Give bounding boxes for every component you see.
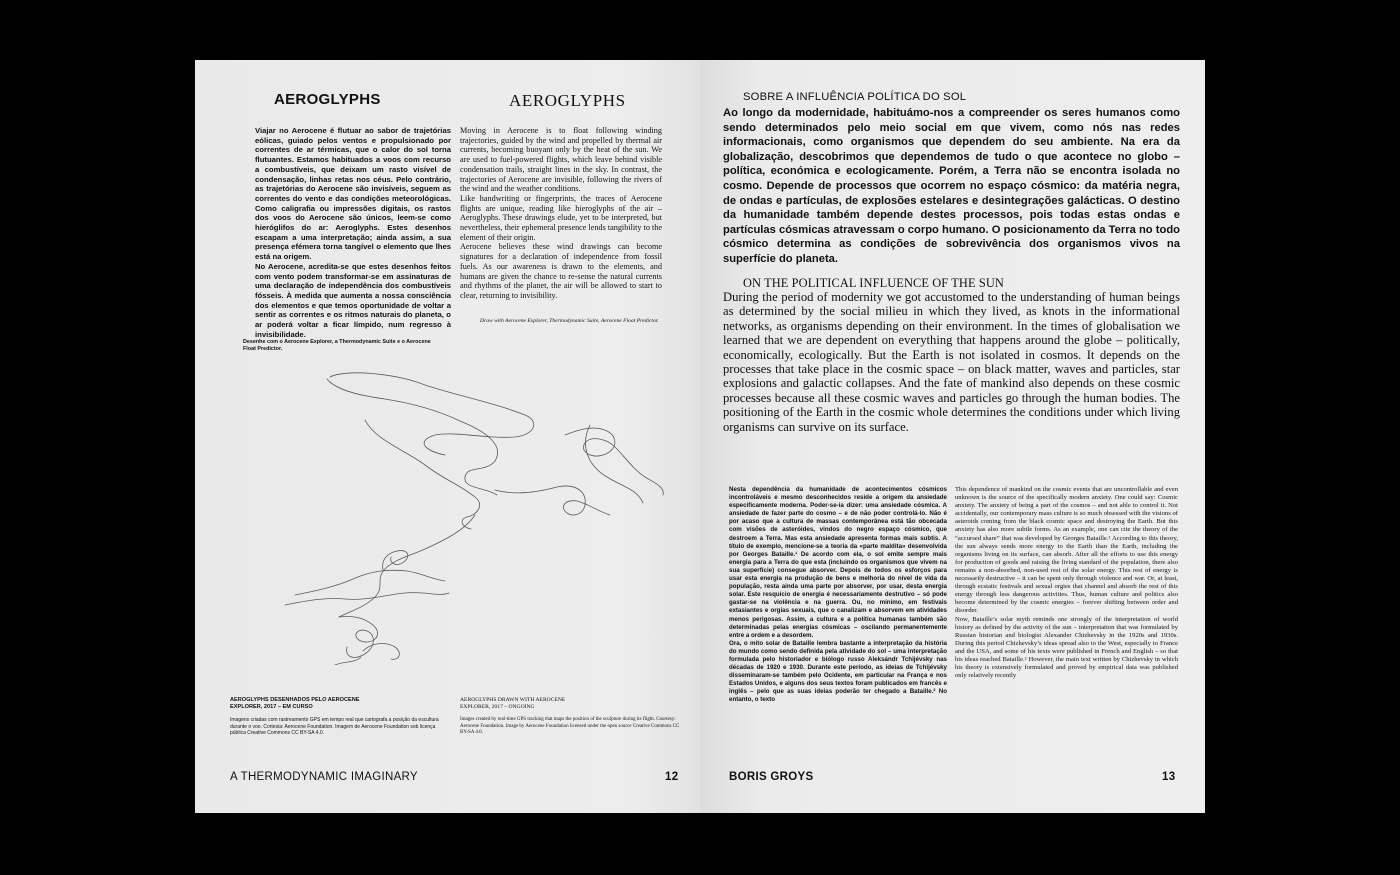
paragraph: This dependence of mankind on the cosmic events that are uncontrollable and even unknown is the source of the specifically modern anxiety. One could say: Cosmic anxiety. The anxiety of being a part of the cosmos – and not able to control it. Not accidentally, our contemporary mass culture is so much obsessed with the visions of asteroids coming from the black cosmic space and destroying the Earth. But this anxiety has also more subtle forms. As an example, one can cite the theory of the “accursed share” that was developed by Georges Bataille.¹ According to this theory, the sun always sends more energy to the Earth than the Earth, including the organisms living on its surface, can absorb. After all the efforts to use this energy for production of goods and raising the living standard of the population, there also remains a non-absorbed, non-used rest of the solar energy. This rest of energy is necessarily destructive – it can be spent only through violence and war. Or, at least, through ecstatic festivals and sexual orgies that channel and absorb the rest of this energy through less dangerous activities. Thus, human culture and politics also become determined by the cosmic energies – forever shifting between order and disorder. bbox=[955, 486, 1178, 615]
figure-title-en bbox=[460, 697, 660, 711]
figure-credit-en: Images created by real-time GPS tracking that maps the position of the sculpture during its flight. Courtesy: Aerocene Foundation. Image by Aerocene Foundation licensed under the open source Creative Commons CC BY-SA 4.0. bbox=[460, 717, 680, 736]
paragraph: Like handwriting or fingerprints, the traces of Aerocene flights are unique, reading like hieroglyphs of the air – Aeroglyphs. These drawings elude, yet to be interpreted, but nevertheless, their ephemeral presence lends tangibility to the element of their origin. bbox=[460, 193, 662, 242]
running-footer-title: A THERMODYNAMIC IMAGINARY bbox=[230, 771, 418, 783]
paragraph: Nesta dependência da humanidade de acontecimentos cósmicos incontroláveis e mesmo desconhecidos reside a origem da ansiedade especificamente moderna. Poder-se-ia dizer: uma ansiedade cósmica. A ansiedade de fazer parte do cosmo – e de não poder controlá-lo. Não é por acaso que a cultura de massas contemporânea está tão obcecada com visões de asteróides, vindos do negro espaço cósmico, que destroem a Terra. Mas esta ansiedade apresenta formas mais subtis. A título de exemplo, mencione-se a teoria da «parte maldita» desenvolvida por Georges Bataille.¹ De acordo com ela, o sol emite sempre mais energia para a Terra do que esta (incluindo os organismos que vivem na sua superfície) consegue absorver. Depois de todos os esforços para usar esta energia na produção de bens e melhoria do nível de vida da população, resta ainda uma parte por absorver, por usar, desta energia solar. Este resquício de energia é necessariamente destrutivo – só pode gastar-se na violência e na guerra. Ou, no mínimo, em festivais extasiantes e orgias sexuais, que o canalizam e absorvem em atividades menos perigosas. Assim, a cultura e a política humanas também são determinadas pelas energias cósmicas – oscilando permanentemente entre a ordem e a desordem. bbox=[729, 486, 947, 639]
paragraph: Now, Bataille’s solar myth reminds one strongly of the interpretation of world history as defined by the activity of the sun – interpretation that was formulated by Russian historian and biologist Alexander Chizhevsky in the 1920s and 1930s. During this period Chizhevsky’s ideas spread also to the West, especially to France and the USA, and some of his texts were published in French and English – so that his ideas reached Bataille.² However, the main text written by Chizhevsky in which his theory is extensively formulated and proved by empirical data was published only relatively recently bbox=[955, 615, 1178, 680]
paragraph: No Aerocene, acredita-se que estes desenhos feitos com vento podem transformar-se em assinaturas de uma declaração de independência dos combustíveis fósseis. À medida que aumenta a nossa consciência dos elementos e que temos oportunidade de voltar a sentir as correntes e os ritmos naturais do planeta, o ar poderá voltar a ficar límpido, num regresso à invisibilidade. bbox=[255, 261, 451, 339]
figure-title-pt bbox=[230, 697, 430, 711]
paragraph: Viajar no Aerocene é flutuar ao sabor de trajetórias eólicas, guiado pelos ventos e propulsionado por correntes de ar térmicas, que o calor do sol torna flutuantes. Estamos habituados a voos com recurso a combustíveis, que deixam um rasto visível de condensação, linhas retas nos céus. Pelo contrário, as trajetórias do Aerocene são invisíveis, seguem as correntes do vento e das condições meteorológicas. Como caligrafia ou impressões digitais, os rastos dos voos do Aerocene são únicos, leem-se como hieróglifos do ar: Aeroglyphs. Estes desenhos escapam a uma interpretação; ainda assim, a sua presença efémera torna tangível o elemento que lhes está na origem. bbox=[255, 126, 451, 262]
figure-title-line: EXPLORER, 2017 – ONGOING bbox=[460, 704, 535, 710]
left-page bbox=[195, 60, 700, 813]
aeroglyph-drawing bbox=[235, 365, 675, 665]
caption-pt: Desenhe com o Aerocene Explorer, a Thermodynamic Suite e o Aerocene Float Predictor. bbox=[243, 339, 431, 352]
paragraph: Ora, o mito solar de Bataille lembra bastante a interpretação da história do mundo como sendo definida pela atividade do sol – uma interpretação formulada pelo historiador e biólogo russo Aleksándr Tchijévsky nas décadas de 1920 e 1930. Durante este período, as ideias de Tchijévsky disseminaram-se também pelo Ocidente, em particular na França e nos Estados Unidos, e alguns dos seus textos foram publicados em francês e inglês – pelo que as suas ideias poderão ter chegado a Bataille.² No entanto, o texto bbox=[729, 639, 947, 704]
body-en bbox=[460, 126, 662, 301]
title-pt: AEROGLYPHS bbox=[274, 91, 381, 108]
lead-pt: Ao longo da modernidade, habituámo-nos a compreender os seres humanos como sendo determinados pelo meio social em que vivem, como nós nas redes informacionais, como organismos que dependem do seu ambiente. Na era da globalização, descobrimos que dependemos de tudo o que acontece no globo – política, económica e ecologicamente. Porém, a Terra não se encontra isolada no cosmo. Depende de processos que ocorrem no espaço cósmico: da matéria negra, de ondas e partículas, de explosões estelares e desintegrações galácticas. O destino da humanidade também depende destes processos, pois todas estas ondas e partículas cósmicas atravessam o corpo humano. O posicionamento da Terra no todo cósmico determina as condições de sobrevivência dos organismos vivos na superfície do planeta. bbox=[723, 107, 1180, 265]
body-en bbox=[955, 486, 1178, 680]
heading-en: ON THE POLITICAL INFLUENCE OF THE SUN bbox=[743, 276, 1004, 290]
right-page bbox=[700, 60, 1205, 813]
figure-title-line: AEROGLYPHS DRAWN WITH AEROCENE bbox=[460, 697, 566, 703]
caption-en: Draw with Aerocene Explorer, Thermodynamic Suite, Aerocene Float Predictor. bbox=[480, 318, 659, 324]
figure-title-line: AEROGLYPHS DESENHADOS PELO AEROCENE bbox=[230, 697, 360, 703]
page-number: 12 bbox=[665, 771, 679, 783]
heading-pt: SOBRE A INFLUÊNCIA POLÍTICA DO SOL bbox=[743, 91, 967, 103]
body-pt bbox=[255, 126, 451, 339]
lead-en: During the period of modernity we got accustomed to the understanding of human beings as determined by the social milieu in which they lived, as knots in the informational networks, as organisms depending on their environment. In the times of globalisation we learned that we are dependent on everything that happens around the globe – politically, economically, ecologically. But the Earth is not isolated in cosmos. It depends on the processes that take place in the cosmic space – on black matter, waves and particles, star explosions and galactic collapses. And the fate of mankind also depends on these cosmic processes because all these cosmic waves and particles go through the human bodies. The positioning of the Earth in the cosmic whole determines the conditions under which living organisms can survive on its surface. bbox=[723, 290, 1180, 434]
page-number: 13 bbox=[1162, 771, 1176, 783]
title-en: AEROGLYPHS bbox=[509, 91, 626, 110]
magazine-spread bbox=[195, 60, 1205, 813]
paragraph: Moving in Aerocene is to float following winding trajectories, guided by the wind and propelled by thermal air currents, becoming buoyant only by the heat of the sun. We are used to fuel-powered flights, which leave behind visible condensation trails, straight lines in the sky. In contrast, the trajectories of Aerocene are invisible, following the rivers of the wind and the weather conditions. bbox=[460, 126, 662, 194]
running-footer-author: BORIS GROYS bbox=[729, 771, 814, 783]
paragraph: Aerocene believes these wind drawings can become signatures for a declaration of independence from fossil fuels. As our awareness is drawn to the elements, and humans are given the chance to re-sense the natural currents and rhythms of the planet, the air will be allowed to start to clear, returning to invisibility. bbox=[460, 242, 662, 300]
figure-title-line: EXPLORER, 2017 – EM CURSO bbox=[230, 704, 313, 710]
figure-credit-pt: Imagens criadas com rastreamento GPS em tempo real que cartografa a posição da escultura durante o voo. Cortesia: Aerocene Foundation. Imagem de Aerocene Foundation sob licença pública Creative Commons CC BY-SA 4.0. bbox=[230, 717, 439, 737]
body-pt bbox=[729, 486, 947, 705]
